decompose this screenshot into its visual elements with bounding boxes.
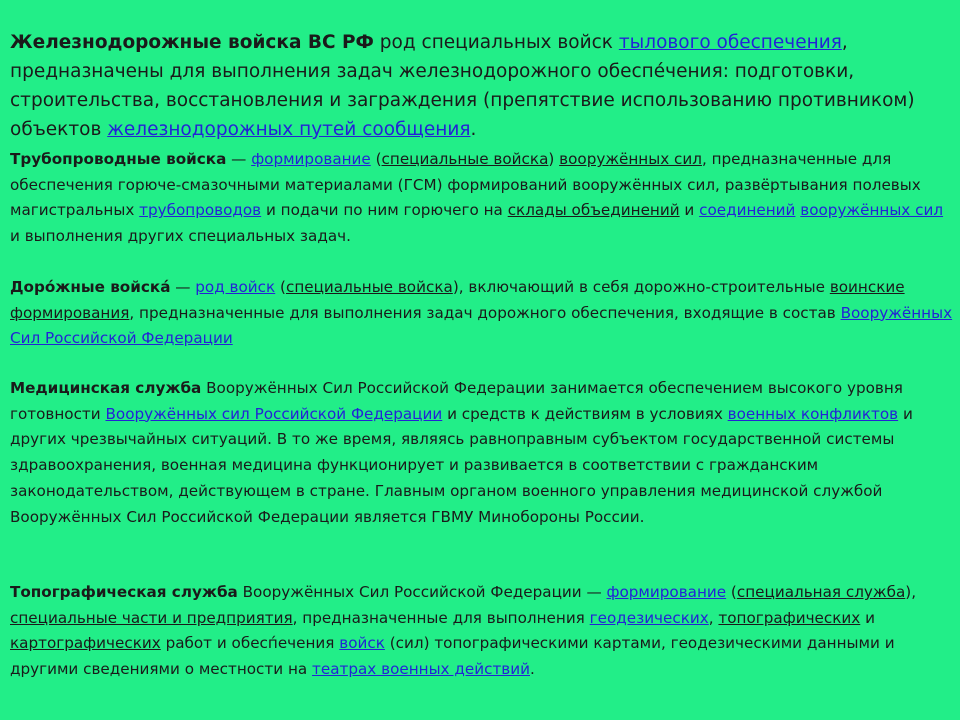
link-formation[interactable]: формирование <box>251 150 371 168</box>
link-cartographic[interactable]: картографических <box>10 634 161 653</box>
link-topographic[interactable]: топографических <box>718 608 861 627</box>
link-special-troops[interactable]: специальные войска <box>381 150 549 168</box>
link-branch[interactable]: род войск <box>195 278 276 296</box>
link-special-units[interactable]: специальные части и предприятия <box>10 608 293 627</box>
railway-troops-paragraph: Железнодорожные войска ВС РФ род специальных войск тылового обеспечения, предназначены для выполнения задач железнодорожного обеспе́чения: подготовки, строительства, восстановления и заграждения (препятствие использованию противником) объектов железнодорожных путей сообщения. <box>10 32 915 140</box>
link-formation-2[interactable]: формирование <box>606 583 727 601</box>
link-special-troops-2[interactable]: специальные войска <box>285 278 453 296</box>
topographic-service-title: Топографическая служба <box>10 583 238 601</box>
medical-service-title: Медицинская служба <box>10 379 202 397</box>
link-special-service[interactable]: специальная служба <box>736 583 906 601</box>
link-rear-support[interactable]: тылового обеспечения <box>618 32 842 53</box>
topographic-service-paragraph: Топографическая служба Вооружённых Сил Российской Федерации — формирование (специальная служба), специальные части и предприятия, предназначенные для выполнения геодезических, топографических и картографических работ и обесп́ечения войск (сил) топографическими картами, геодезическими данными и другими сведениями о местности на театрах военных действий. <box>10 583 917 679</box>
link-military-conflicts[interactable]: военных конфликтов <box>727 404 899 423</box>
railway-troops-title: Железнодорожные войска ВС РФ <box>10 32 374 53</box>
pipeline-troops-title: Трубопроводные войска <box>10 150 227 168</box>
link-geodetic[interactable]: геодезических <box>589 608 709 627</box>
link-military-formations[interactable]: воинские формирования <box>10 278 905 322</box>
link-pipelines[interactable]: трубопроводов <box>139 201 262 220</box>
link-troops[interactable]: войск <box>339 634 385 653</box>
medical-service-paragraph: Медицинская служба Вооружённых Сил Российской Федерации занимается обеспечением высокого уровня готовности Вооружённых сил Российской Федерации и средств к действиям в условиях военных конфликтов и других чрезвычайных ситуаций. В то же время, являясь равноправным субъектом государственной системы здравоохранения, военная медицина функционирует и развивается в соответствии с гражданским законодательством, действующем в стране. Главным органом военного управления медицинской службой Вооружённых Сил Российской Федерации является ГВМУ Минобороны России. <box>10 379 913 526</box>
link-rf-armed-forces[interactable]: Вооружённых Сил Российской Федерации <box>10 303 953 348</box>
link-armed-forces[interactable]: вооружённых сил <box>559 150 702 168</box>
road-troops-paragraph: Доро́жные войска́ — род войск (специальные войска), включающий в себя дорожно-строительные воинские формирования, предназначенные для выполнения задач дорожного обеспечения, входящие в состав Вооружённых Сил Российской Федерации <box>10 278 953 348</box>
link-warehouses[interactable]: склады объединений <box>507 201 680 220</box>
link-armed-forces-2[interactable]: вооружённых сил <box>800 201 944 220</box>
link-units[interactable]: соединений <box>699 201 796 220</box>
pipeline-troops-paragraph: Трубопроводные войска — формирование (специальные войска) вооружённых сил, предназначенные для обеспечения горюче-смазочными материалами (ГСМ) формирований вооружённых сил, развёртывания полевых магистральных трубопроводов и подачи по ним горючего на склады объединений и соединений вооружённых сил и выполнения других специальных задач. <box>10 150 944 246</box>
road-troops-title: Доро́жные войска́ <box>10 278 171 296</box>
link-railway-routes[interactable]: железнодорожных путей сообщения <box>107 119 471 140</box>
link-rf-armed-forces-2[interactable]: Вооружённых сил Российской Федерации <box>105 404 443 423</box>
link-theaters-of-war[interactable]: театрах военных действий <box>312 660 530 679</box>
